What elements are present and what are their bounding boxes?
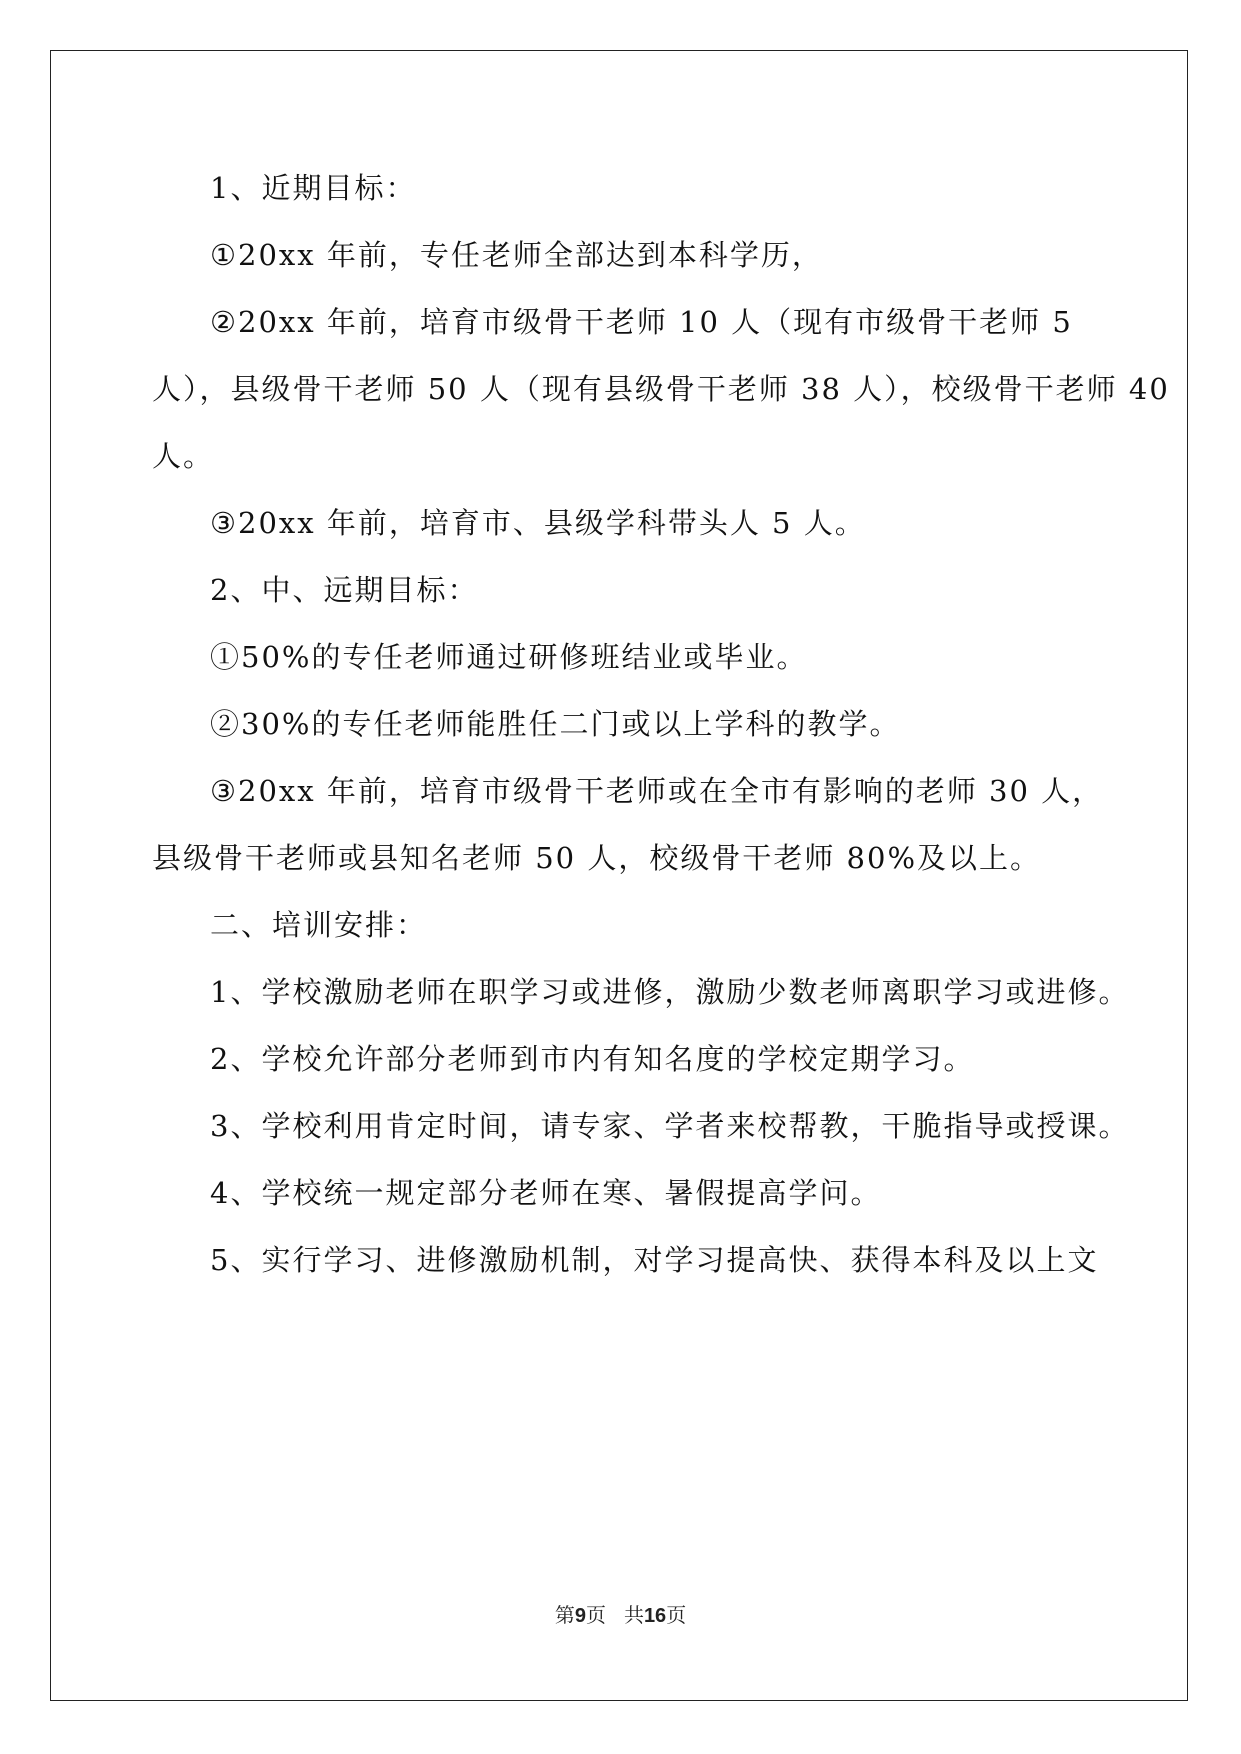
paragraph-line: ③20xx 年前，培育市、县级学科带头人 5 人。 [210,506,866,540]
paragraph-line: 二、培训安排： [210,908,428,942]
paragraph-arrangement-5 [152,1240,1099,1280]
paragraph-arrangement-1 [152,972,1130,1012]
paragraph-line: 2、中、远期目标： [210,573,479,607]
paragraph-arrangement-3 [152,1106,1130,1146]
paragraph-line: 3、学校利用肯定时间，请专家、学者来校帮教，干脆指导或授课。 [210,1109,1130,1143]
paragraph-training-arrangement-heading [152,905,1092,945]
paragraph-line: ②30%的专任老师能胜任二门或以上学科的教学。 [210,707,901,741]
footer-page-prefix: 第 [554,1603,575,1627]
footer-total-prefix: 共 [623,1603,644,1627]
footer-total-suffix: 页 [666,1603,687,1627]
paragraph-near-term-goals-heading [152,168,1092,208]
paragraph-arrangement-4 [152,1173,1092,1213]
paragraph-line: 5、实行学习、进修激励机制，对学习提高快、获得本科及以上文 [210,1243,1099,1277]
paragraph-goal-degree [152,235,1092,275]
paragraph-arrangement-2 [152,1039,1092,1079]
paragraph-line: ③20xx 年前，培育市级骨干老师或在全市有影响的老师 30 人， [210,774,1104,808]
document-body [152,168,1170,1307]
paragraph-line: 4、学校统一规定部分老师在寒、暑假提高学问。 [210,1176,882,1210]
paragraph-line: 1、近期目标： [210,171,417,205]
paragraph-line: 人。 [152,439,215,473]
paragraph-goal-subject-leaders [152,503,1092,543]
footer-page-number: 9 [574,1605,586,1627]
paragraph-goal-backbone-teachers [152,302,1170,476]
page-footer [0,1599,1241,1628]
paragraph-goal-influential-teachers [152,771,1104,878]
paragraph-long-term-goals-heading [152,570,1092,610]
paragraph-line: ①20xx 年前，专任老师全部达到本科学历， [210,238,823,272]
paragraph-line: 2、学校允许部分老师到市内有知名度的学校定期学习。 [210,1042,975,1076]
footer-page-suffix: 页 [585,1603,606,1627]
paragraph-line: 人），县级骨干老师 50 人（现有县级骨干老师 38 人），校级骨干老师 40 [152,372,1170,406]
footer-total-pages: 16 [643,1605,667,1627]
paragraph-goal-study-course [152,637,1092,677]
paragraph-line: 1、学校激励老师在职学习或进修，激励少数老师离职学习或进修。 [210,975,1130,1009]
paragraph-line: ①50%的专任老师通过研修班结业或毕业。 [210,640,808,674]
paragraph-goal-multi-subject [152,704,1092,744]
paragraph-line: ②20xx 年前，培育市级骨干老师 10 人（现有市级骨干老师 5 [210,305,1073,339]
paragraph-line: 县级骨干老师或县知名老师 50 人，校级骨干老师 80%及以上。 [152,841,1042,875]
